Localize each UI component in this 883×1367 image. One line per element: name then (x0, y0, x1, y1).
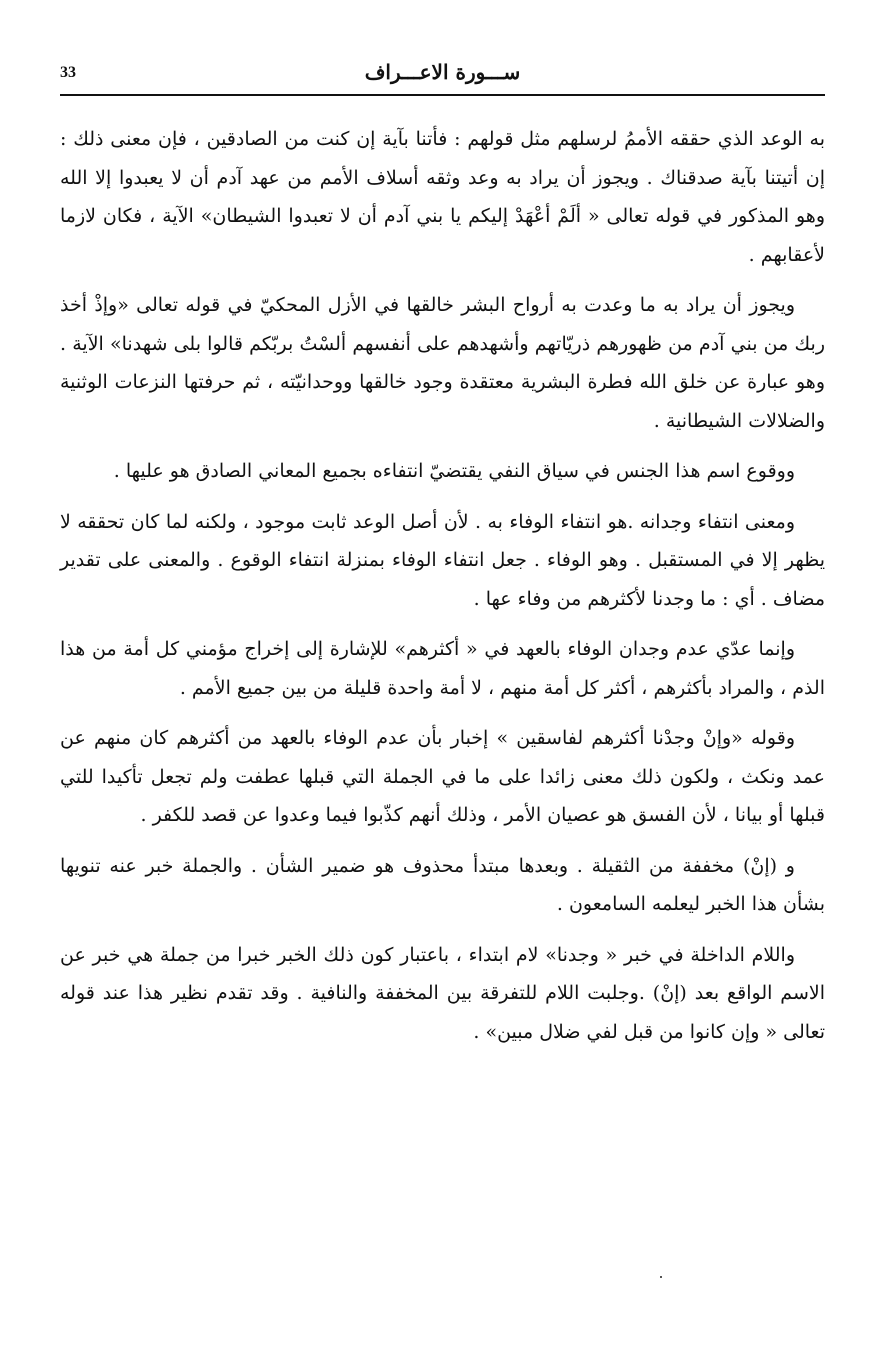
paragraph: ووقوع اسم هذا الجنس في سياق النفي يقتضيّ انتفاءه بجميع المعاني الصادق هو عليها . (113, 460, 795, 482)
paragraph: وإنما عدّي عدم وجدان الوفاء بالعهد في « أكثرهم» للإشارة إلى إخراج مؤمني كل أمة من هذا الذم ، والمراد بأكثرهم ، أكثر كل أمة منهم ، لا أمة واحدة قليلة من بين جميع الأمم . (60, 638, 825, 699)
header-rule (60, 94, 825, 96)
paragraph: و (إنْ) مخففة من الثقيلة . وبعدها مبتدأ محذوف هو ضمير الشأن . والجملة خبر عنه تنويها بشأن هذا الخبر ليعلمه السامعون . (60, 854, 825, 915)
paragraph: وقوله «وإنْ وجدْنا أكثرهم لفاسقين » إخبار بأن عدم الوفاء بالعهد من أكثرهم كان منهم عن عمد ونكث ، ولكون ذلك معنى زائدا على ما في الجملة التي قبلها عطفت ولم تجعل تأكيدا للتي قبلها أو بيانا ، لأن الفسق هو عصيان الأمر ، وذلك أنهم كذّبوا فيما وعدوا عن قصد للكفر . (60, 727, 825, 826)
paragraph: واللام الداخلة في خبر « وجدنا» لام ابتداء ، باعتبار كون ذلك الخبر خبرا من جملة هي خبر عن الاسم الواقع بعد (إنْ) .وجلبت اللام للتفرقة بين المخففة والنافية . وقد تقدم نظير هذا عند قوله تعالى « وإن كانوا من قبل لفي ضلال مبين» . (60, 943, 825, 1043)
paragraph: ومعنى انتفاء وجدانه .هو انتفاء الوفاء به . لأن أصل الوعد ثابت موجود ، ولكنه لما كان تحققه لا يظهر إلا في المستقبل . وهو الوفاء . جعل انتفاء الوفاء بمنزلة انتفاء الوقوع . والمعنى على تقدير مضاف . أي : ما وجدنا لأكثرهم من وفاء عها . (60, 510, 825, 610)
stray-mark (660, 1276, 662, 1278)
page-header (60, 58, 825, 98)
page-number: 33 (60, 64, 76, 81)
paragraph: به الوعد الذي حققه الأممُ لرسلهم مثل قولهم : فأتنا بآية إن كنت من الصادقين ، فإن معنى ذلك : إن أتيتنا بآية صدقناك . ويجوز أن يراد به وعد وثقه أسلاف الأمم من عهد آدم أن لا يعبدوا إلا الله وهو المذكور في قوله تعالى « ألَمْ أعْهَدْ إليكم يا بني آدم أن لا تعبدوا الشيطان» الآية ، فكان لازما لأعقابهم . (60, 128, 825, 266)
body-text (60, 120, 825, 1063)
running-title: ســـورة الاعـــراف (364, 60, 521, 84)
paragraph: ويجوز أن يراد به ما وعدت به أرواح البشر خالقها في الأزل المحكيّ في قوله تعالى «وإذْ أخذ ربك من بني آدم من ظهورهم ذريّاتهم وأشهدهم على أنفسهم ألسْتُ بربّكم قالوا بلى شهدنا» الآية . وهو عبارة عن خلق الله فطرة البشرية معتقدة وجود خالقها ووحدانيّته ، ثم حرفتها النزعات الوثنية والضلالات الشيطانية . (60, 294, 825, 432)
